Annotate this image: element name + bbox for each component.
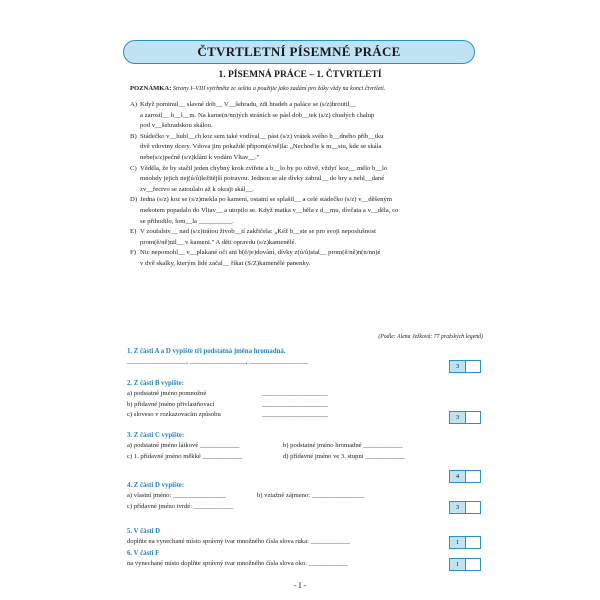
- points: 3: [450, 412, 466, 423]
- passage-line: Jedna (s/z) koz se (s/z)mekla po kameni, ostatní se splašil__ a celé stádečko (s/z) v__děšeným: [140, 196, 393, 204]
- passage: [130, 100, 482, 270]
- answer-line[interactable]: doplňte na vynechané místo správný tvar množného čísla slova ruka: ____________: [127, 538, 351, 545]
- paragraph-marker: A): [130, 101, 138, 108]
- answer-line[interactable]: a) podstatné jméno látkové ____________: [127, 442, 240, 449]
- task-4: [127, 482, 482, 512]
- passage-line: Stádečko v__hubl__ch koz sem také vodíval__ pást (s/z) vrátek svého b__dného příb__tku: [140, 132, 384, 140]
- points: 3: [450, 502, 466, 513]
- task-item: [127, 502, 482, 513]
- task-heading: 5. V části D: [127, 528, 160, 535]
- answer-line[interactable]: b) podstatné jméno hromadné ____________: [283, 442, 403, 449]
- note: [130, 85, 485, 94]
- points: 3: [450, 361, 466, 372]
- task-item: [127, 389, 482, 400]
- task-6: [127, 550, 482, 570]
- paragraph-marker: F): [130, 249, 136, 257]
- task-3: [127, 432, 482, 462]
- answer-line[interactable]: c) 1. přídavné jméno měkké ____________: [127, 452, 242, 460]
- task-2: [127, 380, 482, 421]
- answer-line[interactable]: b) vztažné zájmeno: ________________: [257, 492, 365, 499]
- passage-line: Když pominul__ slavné dob__ V__šehradu, zdi hradeb a paláce se (s/z)hroutil__: [140, 101, 357, 108]
- task-heading: 3. Z části C vypište:: [127, 432, 185, 439]
- paragraph-e: [130, 227, 482, 248]
- passage-line: mnohdy jejich nej(ú/ů)ležitější potravou. Jednou se ale dívky zabral__ do hry a nehl__dané: [140, 175, 385, 183]
- score-entry[interactable]: [466, 471, 480, 482]
- paragraph-a: [130, 100, 482, 132]
- points: 1: [450, 559, 466, 570]
- item-label: b) přídavné jméno přivlastňovací: [127, 400, 215, 408]
- answer-line[interactable]: a) vlastní jméno: ________________: [127, 492, 226, 499]
- task-heading: 1. Z části A a D vypište tři podstatná jména hromadná.: [127, 348, 286, 355]
- task-heading: 4. Z části D vypište:: [127, 482, 185, 489]
- answer-blank[interactable]: ____________________: [262, 400, 328, 408]
- item-label: a) podstatné jméno pomnožné: [127, 390, 207, 397]
- answer-line[interactable]: c) přídavné jméno tvrdé: ____________: [127, 502, 234, 510]
- title-banner: ČTVRTLETNÍ PÍSEMNÉ PRÁCE: [123, 40, 475, 64]
- answer-line[interactable]: __________________, _________________, __________________: [127, 358, 309, 365]
- passage-line: prom(ě/ně)nil__ v kameni." A děti opravdu (s/z)kamenělé.: [140, 238, 297, 246]
- passage-line: V zoufalstv__ nad (s/z)trátou živob__tí zakřičela: „Kéž b__ste se pro svoji neposlušnost: [140, 228, 376, 236]
- task-heading: 2. Z části B vypište:: [127, 380, 184, 387]
- passage-line: Věděla, že by stačil jeden chybný krok zvířete a b__lo by po oživě, vždyť koz__ mělo b__lo: [140, 164, 388, 172]
- score-box: [449, 558, 481, 571]
- passage-line: se přihodilo, lom__la __________.: [140, 217, 234, 225]
- paragraph-marker: B): [130, 132, 137, 140]
- task-item: [127, 441, 482, 452]
- answer-blank[interactable]: ____________________: [262, 411, 328, 418]
- task-item: [127, 410, 482, 421]
- passage-line: nebe(s/z)pečně (s/z)kláni k vodám Vltav__.": [140, 153, 260, 161]
- note-text: Strany I–VIII vytrhněte ze sešitu a použijte jako zadání pro žáky vždy na konci čtvrtletí.: [172, 86, 386, 92]
- passage-line: mekotem popadalo do Vltav__ a utopilo se. Když matka v__běla z d__mu, dívčata a v__děla, co: [140, 206, 399, 214]
- score-entry[interactable]: [466, 537, 480, 548]
- page-number: - I -: [294, 581, 306, 590]
- score-box: [449, 536, 481, 549]
- source-credit: (Podle: Alena Ježková: 77 pražských legend): [378, 334, 483, 340]
- paragraph-c: [130, 164, 482, 196]
- points: 1: [450, 537, 466, 548]
- points: 4: [450, 471, 466, 482]
- passage-line: dvě vdoviny dcery. Vdova jim pokaždé připom(é/ně)la: „Nechoďte k m__stu, kde se skála: [140, 143, 382, 151]
- score-box: [449, 360, 481, 373]
- score-entry[interactable]: [466, 502, 480, 513]
- score-entry[interactable]: [466, 361, 480, 372]
- answer-line[interactable]: na vynechané místo doplňte správný tvar množného čísla slova oko: ____________: [127, 560, 349, 567]
- passage-line: pod v__šehradskou skálou.: [140, 122, 213, 130]
- paragraph-marker: E): [130, 228, 137, 236]
- score-box: [449, 411, 481, 424]
- passage-line: zv__řectvo se zatoulalo až k okraji skál__.: [140, 185, 254, 193]
- note-label: POZNÁMKA:: [130, 85, 172, 92]
- task-heading: 6. V části F: [127, 550, 160, 557]
- score-entry[interactable]: [466, 559, 480, 570]
- worksheet-page: [113, 36, 487, 588]
- passage-line: v dvě skalky, kterým lidé začal__ říkat (S/Z)kamenělé panenky.: [140, 259, 311, 267]
- paragraph-d: [130, 195, 482, 227]
- task-item: [127, 400, 482, 411]
- paragraph-marker: D): [130, 196, 138, 204]
- answer-blank[interactable]: ____________________: [262, 390, 328, 397]
- task-1: [127, 348, 482, 368]
- paragraph-f: [130, 248, 482, 269]
- task-item: [127, 491, 482, 502]
- item-label: c) sloveso v rozkazovacím způsobu: [127, 411, 221, 418]
- task-item: [127, 452, 482, 463]
- answer-line[interactable]: d) přídavné jméno ve 3. stupni ____________: [283, 452, 405, 460]
- paragraph-b: [130, 132, 482, 164]
- paragraph-marker: C): [130, 164, 137, 172]
- passage-line: a zarostl__ b__l__m. Na kame(n/nn)ých stráních se pásl dob__tek (s/z) chudých chalup: [140, 111, 375, 119]
- score-entry[interactable]: [466, 412, 480, 423]
- task-5: [127, 528, 482, 548]
- subtitle: 1. PÍSEMNÁ PRÁCE – 1. ČTVRTLETÍ: [218, 70, 382, 80]
- passage-line: Nic nepomohl__ v__plakané oči ani b(ě/je)dování, dívky z(ú/ů)stal__ prom(ě/ně)n(n/nn)é: [140, 249, 381, 257]
- score-box: [449, 501, 481, 514]
